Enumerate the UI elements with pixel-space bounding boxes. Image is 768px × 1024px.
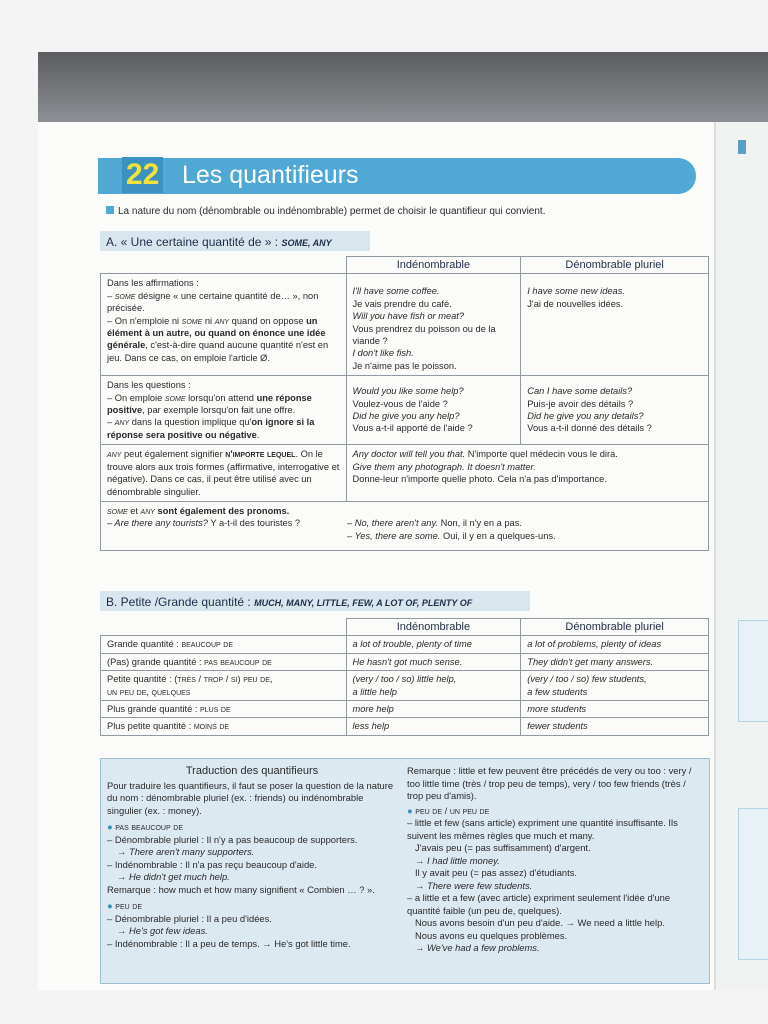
bullet-square-icon [106,206,114,214]
table-row: Plus grande quantité : plus de more help more students [101,701,709,718]
table-row: Dans les questions : – On emploie some lorsqu'on attend une réponse positive, par exemple lorsqu'on fait une offre. – any dans la question implique qu'on ignore si la réponse sera positive ou négative. Would you like some help? Voulez-vous de l'aide ? Did he give you any help? Vous a-t-il apporté de l'aide ? Can I have some details? Puis-je avoir des détails ? Did he give you any details? Vous a-t-il donné des détails ? [101,376,709,445]
col-header-denombrable: Dénombrable pluriel [521,619,709,636]
col-header-indenombrable: Indénombrable [346,619,521,636]
section-b-heading: B. Petite /Grande quantité : MUCH, MANY, LITTLE, FEW, A LOT OF, PLENTY OF [106,595,473,609]
table-row: (Pas) grande quantité : pas beaucoup de He hasn't got much sense. They didn't get many answers. [101,653,709,670]
translation-box [100,758,710,984]
chapter-number: 22 [122,157,163,193]
table-row: Plus petite quantité : moins de less help fewer students [101,718,709,735]
table-row: Petite quantité : (très / trop / si) peu de, un peu de, quelques (very / too / so) little help, a little help (very / too / so) few students, a few students [101,671,709,701]
bullet-dot-icon: ● [107,900,113,911]
col-header-denombrable: Dénombrable pluriel [521,257,709,274]
table-row: some et any sont également des pronoms. – Are there any tourists? Y a-t-il des touristes ? – No, there aren't any. Non, il n'y en a pas. – Yes, there are some. Oui, il y en a quelques-uns. [101,501,709,550]
scan-top-shadow [38,52,768,122]
table-row: Grande quantité : beaucoup de a lot of trouble, plenty of time a lot of problems, plenty of ideas [101,636,709,653]
adjacent-page-box [738,620,768,722]
table-row: any peut également signifier n'importe lequel. On le trouve alors aux trois formes (affirmative, interrogative et négative). Dans ce cas, il peut être utilisé avec un dénombrable singulier. Any doctor will tell you that. N'importe quel médecin vous le dira. Give them any photograph. It doesn't matter. Donne-leur n'importe quelle photo. Cela n'a pas d'importance. [101,445,709,502]
intro-text: La nature du nom (dénombrable ou indénombrable) permet de choisir le quantifieur qui convient. [106,206,545,217]
bullet-dot-icon: ● [407,804,413,816]
section-a-heading: A. « Une certaine quantité de » : SOME, ANY [106,235,332,249]
chapter-title: Les quantifieurs [182,161,359,189]
adjacent-page-box [738,808,768,960]
bullet-dot-icon: ● [107,821,113,832]
col-header-indenombrable: Indénombrable [346,257,521,274]
table-some-any [100,256,709,551]
adjacent-page-mark [738,140,746,154]
table-row: Dans les affirmations : – some désigne « une certaine quantité de… », non précisée. – On n'emploie ni some ni any quand on oppose un élément à un autre, ou quand on énonce une idée générale, c'est-à-dire quand aucune quantité n'est en jeu. Dans ce cas, on emploie l'article Ø. I'll have some coffee. Je vais prendre du café. Will you have fish or meat? Vous prendrez du poisson ou de la viande ? I don't like fish. Je n'aime pas le poisson. I have some new ideas. J'ai de nouvelles idées. [101,274,709,376]
translation-left-column: Traduction des quantifieurs Pour traduire les quantifieurs, il faut se poser la question de la nature du nom : dénombrable pluriel (ex. : friends) ou indénombrable singulier (ex. : money). ● pas beaucoup de – Dénombrable pluriel : Il n'y a pas beaucoup de supporters. → There aren't many supporters. – Indénombrable : Il n'a pas reçu beaucoup d'aide. → He didn't get much help. Remarque : how much et how many signifient « Combien … ? ». ● peu de – Dénombrable pluriel : Il a peu d'idées. → He's got few ideas. – Indénombrable : Il a peu de temps. → He's got little time. [107,765,397,950]
translation-right-column: Remarque : little et few peuvent être précédés de very ou too : very / too little time (très / trop peu de temps), very / too few friends (très / trop peu d'amis). ● peu de / un peu de – little et few (sans article) expriment une quantité insuffisante. Ils suivent les mêmes règles que much et many. J'avais peu (= pas suffisamment) d'argent. → I had little money. Il y avait peu (= pas assez) d'étudiants. → There were few students. – a little et a few (avec article) expriment seulement l'idée d'une quantité faible (un peu de, quelques). Nous avons besoin d'un peu d'aide. → We need a little help. Nous avons eu quelques problèmes. → We've had a few problems. [407,765,692,953]
table-quantities [100,618,709,736]
box-title: Traduction des quantifieurs [185,765,319,777]
